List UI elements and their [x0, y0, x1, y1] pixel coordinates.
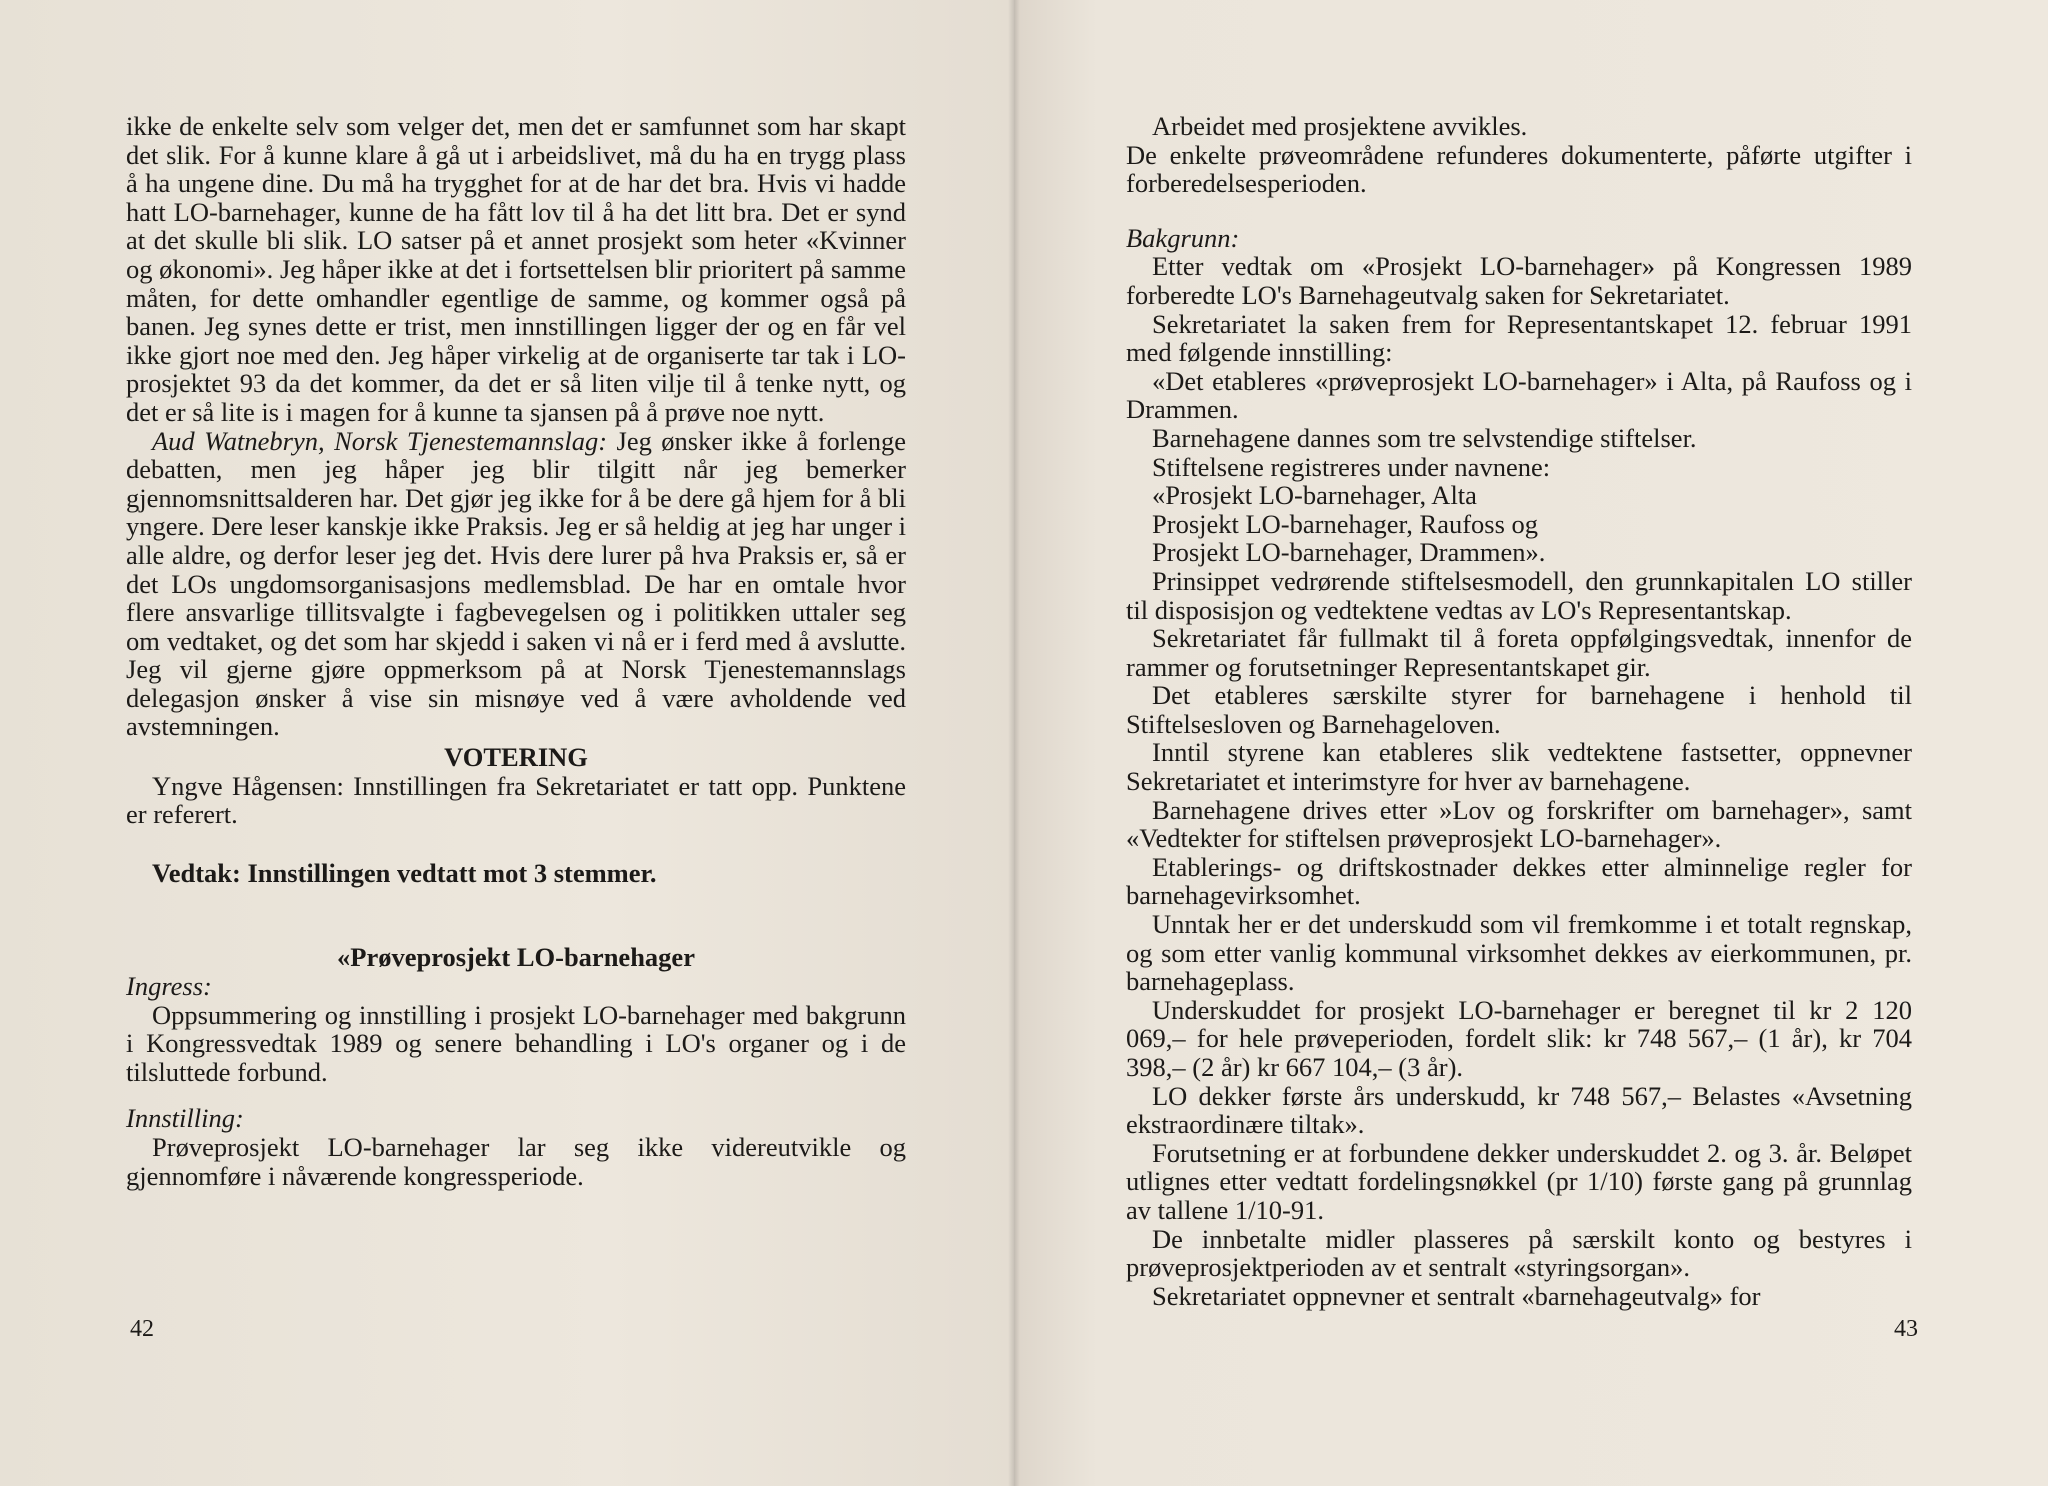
- vedtak-line: Vedtak: Innstillingen vedtatt mot 3 stemmer.: [152, 857, 657, 888]
- paragraph-r11: Prinsippet vedrørende stiftelsesmodell, den grunnkapitalen LO stiller til disposisjon og vedtektene vedtas av LO's Representantskap.: [1126, 565, 1912, 625]
- paragraph-r18: Underskuddet for prosjekt LO-barnehager er beregnet til kr 2 120 069,– for hele prøveperioden, fordelt slik: kr 748 567,– (1 år), kr 704 398,– (2 år) kr 667 104,– (3 år).: [1126, 994, 1912, 1082]
- bakgrunn-label: Bakgrunn:: [1126, 222, 1240, 253]
- paragraph-r1: Arbeidet med prosjektene avvikles.: [1152, 111, 1528, 141]
- paragraph-r8: «Prosjekt LO-barnehager, Alta: [1152, 480, 1477, 511]
- left-page: [0, 0, 1014, 1486]
- page-number-left: 42: [130, 1316, 154, 1342]
- innstilling-label: Innstilling:: [126, 1103, 244, 1134]
- paragraph-r17: Unntak her er det underskudd som vil fremkomme i et totalt regnskap, og som etter vanlig kommunal virksomhet dekkes av eierkommunen, pr. barnehageplass.: [1126, 909, 1912, 997]
- right-text-column: [1126, 112, 1912, 1310]
- innstilling-text: Prøveprosjekt LO-barnehager lar seg ikke videreutvikle og gjennomføre i nåværende kongressperiode.: [126, 1132, 906, 1191]
- paragraph-r12: Sekretariatet får fullmakt til å foreta oppfølgingsvedtak, innenfor de rammer og forutsetninger Representantskapet gir.: [1126, 623, 1912, 682]
- votering-heading: VOTERING: [444, 742, 588, 773]
- left-text-column: [126, 112, 906, 1190]
- paragraph-aud-watnebryn: [126, 427, 906, 742]
- paragraph-r16: Etablerings- og driftskostnader dekkes etter alminnelige regler for barnehagevirksomhet.: [1126, 851, 1912, 911]
- paragraph-r3: Etter vedtak om «Prosjekt LO-barnehager» på Kongressen 1989 forberedte LO's Barnehageutvalg saken for Sekretariatet.: [1126, 251, 1912, 310]
- speaker-name: Aud Watnebryn, Norsk Tjenestemannslag:: [152, 425, 608, 456]
- votering-text: Yngve Hågensen: Innstillingen fra Sekretariatet er tatt opp. Punktene er referert.: [126, 770, 906, 830]
- paragraph-continuation: ikke de enkelte selv som velger det, men det er samfunnet som har skapt det slik. For å kunne klare å gå ut i arbeidslivet, må du ha en trygg plass å ha ungene dine. Du må ha trygghet for at de har det bra. Hvis vi hadde hatt LO-barnehager, kunne de ha fått lov til å ha det litt bra. Det er synd at det skulle bli slik. LO satser på et annet prosjekt som heter «Kvinner og økonomi». Jeg håper ikke at det i fortsettelsen blir prioritert på samme måten, for dette omhandler egentlige de samme, og kommer også på banen. Jeg synes dette er trist, men innstillingen ligger der og en får vel ikke gjort noe med den. Jeg håper virkelig at de organiserte tar tak i LO-prosjektet 93 da det kommer, da det er så liten vilje til å tenke nytt, og det er så lite is i magen for å kunne ta sjansen på å prøve noe nytt.: [126, 111, 906, 427]
- paragraph-r2: De enkelte prøveområdene refunderes dokumenterte, påførte utgifter i forberedelsesperioden.: [1126, 139, 1912, 199]
- paragraph-r15: Barnehagene drives etter »Lov og forskrifter om barnehager», samt «Vedtekter for stiftelsen prøveprosjekt LO-barnehager».: [1126, 794, 1912, 854]
- speaker-text: Jeg ønsker ikke å forlenge debatten, men jeg håper jeg blir tilgitt når jeg bemerker gjennomsnittsalderen har. Det gjør jeg ikke for å be dere gå hjem for å bli yngere. Dere leser kanskje ikke Praksis. Jeg er så heldig at jeg har unger i alle aldre, og derfor leser jeg det. Hvis dere lurer på hva Praksis er, så er det LOs ungdomsorganisasjons medlemsblad. De har en omtale hvor flere ansvarlige tillitsvalgte i fagbevegelsen og i politikken uttaler seg om vedtaket, og det som har skjedd i saken vi nå er i ferd med å avslutte. Jeg vil gjerne gjøre oppmerksom på at Norsk Tjenestemannslags delegasjon ønsker å vise sin misnøye ved å være avholdende ved avstemningen.: [126, 425, 907, 742]
- paragraph-r9: Prosjekt LO-barnehager, Raufoss og: [1152, 508, 1539, 539]
- paragraph-r21: De innbetalte midler plasseres på særskilt konto og bestyres i prøveprosjektperioden av et sentralt «styringsorgan».: [1126, 1223, 1912, 1283]
- proveprosjekt-heading: «Prøveprosjekt LO-barnehager: [337, 942, 695, 973]
- paragraph-r5: «Det etableres «prøveprosjekt LO-barnehager» i Alta, på Raufoss og i Drammen.: [1126, 365, 1912, 425]
- ingress-text: Oppsummering og innstilling i prosjekt LO-barnehager med bakgrunn i Kongressvedtak 1989 og senere behandling i LO's organer og i de tilsluttede forbund.: [126, 999, 906, 1087]
- right-page: [1014, 0, 2048, 1486]
- paragraph-r6: Barnehagene dannes som tre selvstendige stiftelser.: [1152, 422, 1697, 453]
- paragraph-r7: Stiftelsene registreres under navnene:: [1152, 451, 1551, 482]
- paragraph-r10: Prosjekt LO-barnehager, Drammen».: [1152, 537, 1546, 568]
- ingress-label: Ingress:: [126, 971, 212, 1002]
- paragraph-r14: Inntil styrene kan etableres slik vedtektene fastsetter, oppnevner Sekretariatet et interimstyre for hver av barnehagene.: [1126, 737, 1912, 797]
- page-number-right: 43: [1894, 1316, 1918, 1342]
- paragraph-r13: Det etableres særskilte styrer for barnehagene i henhold til Stiftelsesloven og Barnehageloven.: [1126, 680, 1912, 739]
- paragraph-r4: Sekretariatet la saken frem for Representantskapet 12. februar 1991 med følgende innstilling:: [1126, 308, 1912, 368]
- book-gutter: [1008, 0, 1020, 1486]
- paragraph-r19: LO dekker første års underskudd, kr 748 567,– Belastes «Avsetning ekstraordinære tiltak».: [1126, 1080, 1912, 1140]
- paragraph-r20: Forutsetning er at forbundene dekker underskuddet 2. og 3. år. Beløpet utlignes etter vedtatt fordelingsnøkkel (pr 1/10) første gang på grunnlag av tallene 1/10-91.: [1126, 1137, 1912, 1225]
- paragraph-r22: Sekretariatet oppnevner et sentralt «barnehageutvalg» for: [1152, 1280, 1761, 1311]
